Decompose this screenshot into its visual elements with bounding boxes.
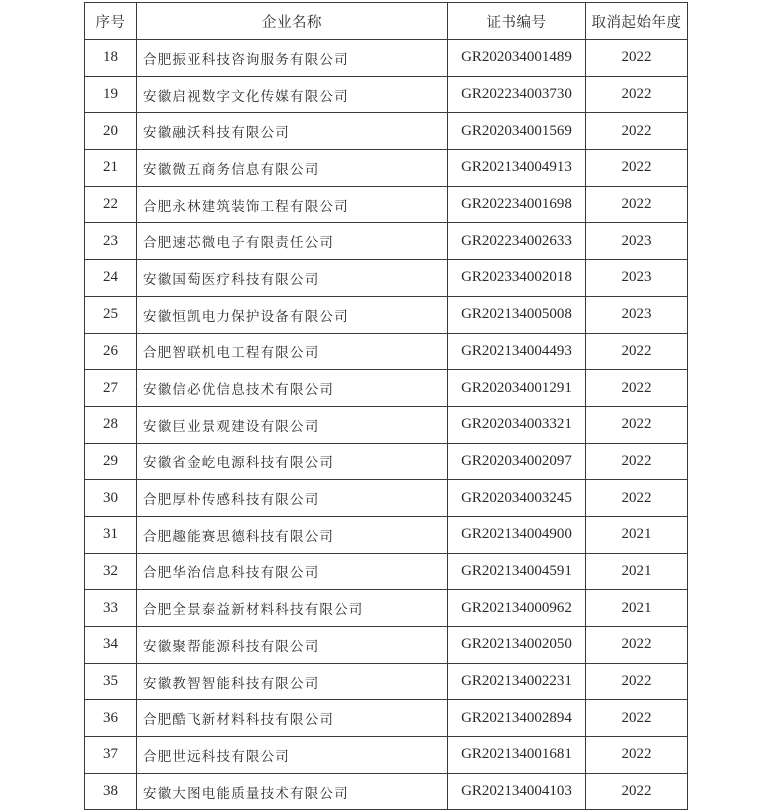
- table-header-row: [85, 3, 688, 40]
- row-certificate-number: GR202134004493: [448, 333, 586, 370]
- row-certificate-number: GR202134002050: [448, 627, 586, 664]
- row-certificate-number: GR202034003245: [448, 480, 586, 517]
- table-row: [85, 590, 688, 627]
- row-cancel-start-year: 2022: [586, 443, 688, 480]
- row-certificate-number: GR202234001698: [448, 186, 586, 223]
- row-cancel-start-year: 2022: [586, 406, 688, 443]
- table-row: [85, 480, 688, 517]
- table-row: [85, 370, 688, 407]
- row-cancel-start-year: 2022: [586, 627, 688, 664]
- row-company-name: 合肥趣能赛思德科技有限公司: [137, 516, 448, 553]
- row-cancel-start-year: 2022: [586, 186, 688, 223]
- row-cancel-start-year: 2022: [586, 480, 688, 517]
- row-index: 33: [85, 590, 137, 627]
- row-index: 34: [85, 627, 137, 664]
- row-certificate-number: GR202134001681: [448, 737, 586, 774]
- table-row: [85, 113, 688, 150]
- row-certificate-number: GR202034001569: [448, 113, 586, 150]
- row-certificate-number: GR202334002018: [448, 260, 586, 297]
- row-cancel-start-year: 2021: [586, 590, 688, 627]
- row-certificate-number: GR202234002633: [448, 223, 586, 260]
- row-index: 21: [85, 150, 137, 187]
- header-company-name: 企业名称: [137, 3, 448, 40]
- row-company-name: 合肥世远科技有限公司: [137, 737, 448, 774]
- table-row: [85, 773, 688, 810]
- document-page: [84, 2, 687, 810]
- row-certificate-number: GR202234003730: [448, 76, 586, 113]
- row-company-name: 安徽微五商务信息有限公司: [137, 150, 448, 187]
- row-cancel-start-year: 2022: [586, 737, 688, 774]
- table-row: [85, 333, 688, 370]
- row-index: 31: [85, 516, 137, 553]
- row-company-name: 合肥酷飞新材料科技有限公司: [137, 700, 448, 737]
- row-company-name: 合肥振亚科技咨询服务有限公司: [137, 40, 448, 77]
- row-index: 37: [85, 737, 137, 774]
- row-company-name: 合肥华治信息科技有限公司: [137, 553, 448, 590]
- row-certificate-number: GR202134004900: [448, 516, 586, 553]
- row-certificate-number: GR202034001291: [448, 370, 586, 407]
- row-company-name: 安徽启视数字文化传媒有限公司: [137, 76, 448, 113]
- row-company-name: 安徽恒凯电力保护设备有限公司: [137, 296, 448, 333]
- row-index: 24: [85, 260, 137, 297]
- row-cancel-start-year: 2023: [586, 296, 688, 333]
- row-index: 28: [85, 406, 137, 443]
- row-cancel-start-year: 2022: [586, 40, 688, 77]
- row-index: 30: [85, 480, 137, 517]
- row-cancel-start-year: 2021: [586, 516, 688, 553]
- row-index: 29: [85, 443, 137, 480]
- row-company-name: 安徽教智智能科技有限公司: [137, 663, 448, 700]
- row-index: 19: [85, 76, 137, 113]
- row-cancel-start-year: 2022: [586, 333, 688, 370]
- row-cancel-start-year: 2022: [586, 113, 688, 150]
- row-company-name: 合肥厚朴传感科技有限公司: [137, 480, 448, 517]
- table-body: [85, 40, 688, 810]
- row-index: 18: [85, 40, 137, 77]
- row-company-name: 安徽省金屹电源科技有限公司: [137, 443, 448, 480]
- table-row: [85, 150, 688, 187]
- row-certificate-number: GR202034002097: [448, 443, 586, 480]
- header-certificate-number: 证书编号: [448, 3, 586, 40]
- row-company-name: 安徽聚帮能源科技有限公司: [137, 627, 448, 664]
- header-index: 序号: [85, 3, 137, 40]
- row-certificate-number: GR202034001489: [448, 40, 586, 77]
- table-row: [85, 186, 688, 223]
- table-row: [85, 296, 688, 333]
- table-row: [85, 443, 688, 480]
- row-cancel-start-year: 2022: [586, 663, 688, 700]
- row-index: 20: [85, 113, 137, 150]
- row-certificate-number: GR202134000962: [448, 590, 586, 627]
- row-company-name: 安徽国萄医疗科技有限公司: [137, 260, 448, 297]
- row-company-name: 安徽大图电能质量技术有限公司: [137, 773, 448, 810]
- row-cancel-start-year: 2022: [586, 370, 688, 407]
- row-company-name: 合肥智联机电工程有限公司: [137, 333, 448, 370]
- row-certificate-number: GR202134002231: [448, 663, 586, 700]
- row-company-name: 合肥全景泰益新材料科技有限公司: [137, 590, 448, 627]
- row-cancel-start-year: 2022: [586, 773, 688, 810]
- table-row: [85, 260, 688, 297]
- row-certificate-number: GR202034003321: [448, 406, 586, 443]
- row-company-name: 合肥永林建筑装饰工程有限公司: [137, 186, 448, 223]
- row-cancel-start-year: 2022: [586, 150, 688, 187]
- row-index: 25: [85, 296, 137, 333]
- row-index: 36: [85, 700, 137, 737]
- row-cancel-start-year: 2021: [586, 553, 688, 590]
- row-index: 27: [85, 370, 137, 407]
- row-cancel-start-year: 2022: [586, 76, 688, 113]
- row-index: 38: [85, 773, 137, 810]
- row-cancel-start-year: 2023: [586, 223, 688, 260]
- table-row: [85, 40, 688, 77]
- row-company-name: 安徽巨业景观建设有限公司: [137, 406, 448, 443]
- table-row: [85, 737, 688, 774]
- row-cancel-start-year: 2022: [586, 700, 688, 737]
- row-company-name: 合肥速芯微电子有限责任公司: [137, 223, 448, 260]
- table-row: [85, 627, 688, 664]
- revoked-enterprise-table: [84, 2, 688, 810]
- header-cancel-start-year: 取消起始年度: [586, 3, 688, 40]
- row-index: 26: [85, 333, 137, 370]
- row-certificate-number: GR202134004103: [448, 773, 586, 810]
- row-cancel-start-year: 2023: [586, 260, 688, 297]
- row-company-name: 安徽信必优信息技术有限公司: [137, 370, 448, 407]
- row-certificate-number: GR202134004591: [448, 553, 586, 590]
- row-index: 35: [85, 663, 137, 700]
- table-row: [85, 76, 688, 113]
- table-row: [85, 700, 688, 737]
- row-certificate-number: GR202134002894: [448, 700, 586, 737]
- row-certificate-number: GR202134005008: [448, 296, 586, 333]
- table-row: [85, 406, 688, 443]
- row-certificate-number: GR202134004913: [448, 150, 586, 187]
- row-index: 23: [85, 223, 137, 260]
- table-row: [85, 663, 688, 700]
- table-row: [85, 553, 688, 590]
- table-row: [85, 223, 688, 260]
- row-index: 22: [85, 186, 137, 223]
- table-row: [85, 516, 688, 553]
- row-index: 32: [85, 553, 137, 590]
- row-company-name: 安徽融沃科技有限公司: [137, 113, 448, 150]
